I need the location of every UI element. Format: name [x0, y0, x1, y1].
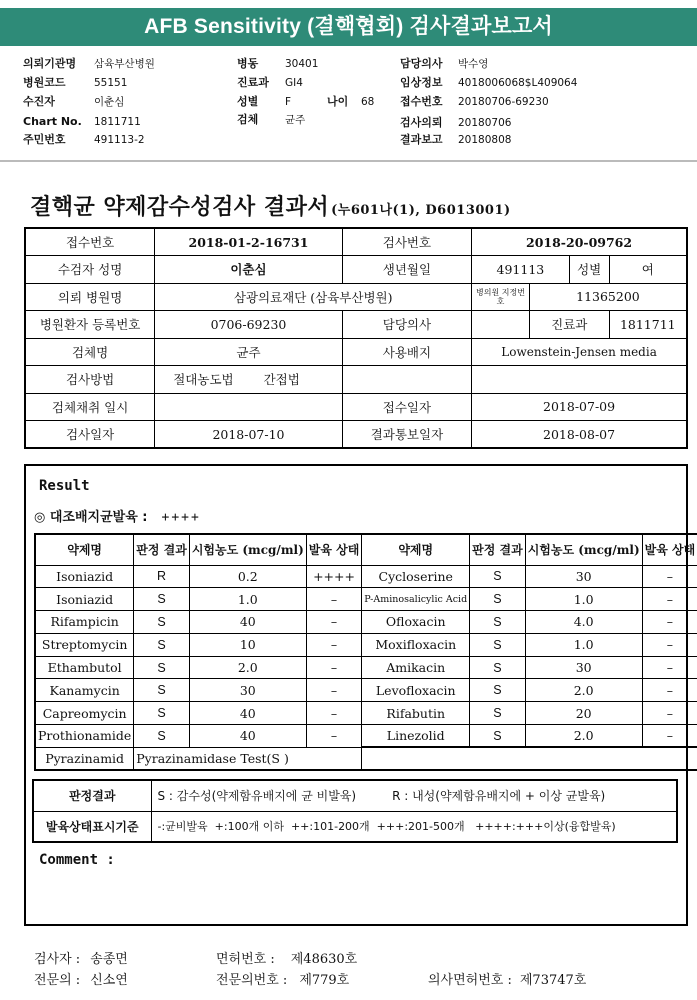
- table-row: [35, 611, 697, 634]
- cell-judge: S: [134, 611, 190, 634]
- cell-judge: S: [134, 656, 190, 679]
- info-doctor: 담당의사 박수영: [400, 57, 489, 70]
- cell-conc: 2.0: [525, 679, 642, 702]
- report-header-title: AFB Sensitivity (결핵협회) 검사결과보고서: [0, 8, 697, 46]
- cell-drug: P-Aminosalicylic Acid: [362, 588, 470, 611]
- cell-drug: Amikacin: [362, 656, 470, 679]
- cell-judge: S: [134, 588, 190, 611]
- form-row: 의뢰 병원명 삼광의료재단 (삼육부산병원) 병의원 지정번호 11365200: [25, 283, 687, 311]
- cell-growth: –: [642, 679, 697, 702]
- cell-conc: 2.0: [189, 656, 306, 679]
- cell-judge: S: [470, 633, 526, 656]
- section-divider: [0, 160, 697, 162]
- request-info: [0, 55, 697, 155]
- cell-judge: S: [134, 702, 190, 725]
- cell-growth: –: [306, 725, 362, 748]
- info-clinical: 임상정보 4018006068$L409064: [400, 76, 578, 89]
- legend-table: [32, 779, 678, 843]
- cell-drug: Prothionamide: [35, 725, 134, 748]
- control-culture-growth: ◎ 대조배지균발육 : ++++: [34, 510, 201, 525]
- cell-judge: S: [470, 702, 526, 725]
- cell-growth: –: [306, 702, 362, 725]
- cell-growth: –: [306, 656, 362, 679]
- cell-conc: 0.2: [189, 565, 306, 588]
- cell-growth: –: [642, 656, 697, 679]
- cell-drug: Moxifloxacin: [362, 633, 470, 656]
- form-row: 검체채취 일시 접수일자 2018-07-09: [25, 393, 687, 421]
- table-row: [35, 633, 697, 656]
- cell-drug: Rifampicin: [35, 611, 134, 634]
- specialist-license: 전문의번호 : 제779호: [216, 973, 350, 988]
- table-row: [35, 679, 697, 702]
- cell-conc: 10: [189, 633, 306, 656]
- info-hospital-code: 병원코드 55151: [23, 76, 128, 89]
- cell-judge: S: [470, 679, 526, 702]
- cell-conc: 30: [525, 565, 642, 588]
- info-request-date: 검사의뢰 20180706: [400, 116, 512, 129]
- info-hospital: 의뢰기관명 삼육부산병원: [23, 57, 155, 70]
- patient-form-table: [24, 227, 688, 449]
- info-patient: 수진자 이춘심: [23, 95, 125, 108]
- info-receipt-no: 접수번호 20180706-69230: [400, 95, 549, 108]
- info-chart-no: Chart No. 1811711: [23, 115, 141, 128]
- cell-growth: –: [642, 725, 697, 748]
- cell-drug: Kanamycin: [35, 679, 134, 702]
- cell-growth: –: [642, 588, 697, 611]
- table-row-pyrazinamid: Pyrazinamid Pyrazinamidase Test(S ): [35, 747, 697, 770]
- table-row: [35, 656, 697, 679]
- tester: 검사자 : 송종면: [34, 952, 128, 967]
- cell-drug: Capreomycin: [35, 702, 134, 725]
- cell-drug: Isoniazid: [35, 565, 134, 588]
- cell-growth: –: [306, 633, 362, 656]
- cell-conc: 2.0: [525, 725, 642, 748]
- legend-judge-row: 판정결과 S : 감수성(약제함유배지에 균 비발육) R : 내성(약제함유배지에 + 이상 균발육): [33, 780, 677, 811]
- cell-drug: Ofloxacin: [362, 611, 470, 634]
- table-header: 약제명 판정 결과 시험농도 (mcg/ml) 발육 상태 약제명 판정 결과 시험농도 (mcg/ml) 발육 상태: [35, 534, 697, 565]
- info-ward: 병동 30401: [237, 57, 319, 70]
- cell-growth: –: [642, 565, 697, 588]
- cell-judge: S: [470, 611, 526, 634]
- cell-drug: Linezolid: [362, 725, 470, 748]
- cell-judge: S: [470, 725, 526, 748]
- cell-judge: S: [470, 565, 526, 588]
- cell-judge: S: [134, 633, 190, 656]
- cell-judge: S: [134, 679, 190, 702]
- cell-growth: –: [306, 588, 362, 611]
- form-row: 접수번호 2018-01-2-16731 검사번호 2018-20-09762: [25, 228, 687, 256]
- susceptibility-table: [34, 533, 697, 771]
- cell-drug: Cycloserine: [362, 565, 470, 588]
- cell-judge: S: [134, 725, 190, 748]
- table-row: [35, 565, 697, 588]
- cell-conc: 40: [189, 725, 306, 748]
- table-row: [35, 588, 697, 611]
- form-row: 검사방법 절대농도법 간접법: [25, 366, 687, 394]
- cell-growth: –: [642, 633, 697, 656]
- info-dept: 진료과 GI4: [237, 76, 303, 89]
- cell-judge: R: [134, 565, 190, 588]
- result-section: [24, 464, 696, 926]
- cell-conc: 1.0: [525, 588, 642, 611]
- cell-conc: 1.0: [525, 633, 642, 656]
- table-row: [35, 725, 697, 748]
- cell-growth: –: [306, 611, 362, 634]
- cell-growth: –: [306, 679, 362, 702]
- comment-label: Comment :: [39, 852, 115, 868]
- info-sex: 성별 F 나이 68: [237, 95, 375, 108]
- cell-growth: –: [642, 702, 697, 725]
- cell-drug: Streptomycin: [35, 633, 134, 656]
- cell-conc: 20: [525, 702, 642, 725]
- cell-judge: S: [470, 656, 526, 679]
- cell-conc: 1.0: [189, 588, 306, 611]
- cell-drug: Isoniazid: [35, 588, 134, 611]
- report-form-code: (누601나(1), D6013001): [331, 203, 511, 218]
- cell-conc: 30: [189, 679, 306, 702]
- tester-license: 면허번호 : 제48630호: [216, 952, 358, 967]
- specialist: 전문의 : 신소연: [34, 973, 128, 988]
- cell-drug: Levofloxacin: [362, 679, 470, 702]
- info-specimen: 검체 균주: [237, 113, 306, 126]
- doctor-license: 의사면허번호 : 제73747호: [428, 973, 587, 988]
- form-row: 검체명 균주 사용배지 Lowenstein-Jensen media: [25, 338, 687, 366]
- table-row: [35, 702, 697, 725]
- cell-growth: ++++: [306, 565, 362, 588]
- cell-drug: Rifabutin: [362, 702, 470, 725]
- legend-growth-row: 발육상태표시기준 -:균비발육 +:100개 이하 ++:101-200개 +++:201-500개 ++++:+++이상(융합발육): [33, 811, 677, 842]
- cell-conc: 4.0: [525, 611, 642, 634]
- cell-conc: 30: [525, 656, 642, 679]
- form-row: 수검자 성명 이춘심 생년월일 491113 성별 여: [25, 256, 687, 284]
- info-report-date: 결과보고 20180808: [400, 133, 512, 146]
- cell-drug: Ethambutol: [35, 656, 134, 679]
- form-row: 검사일자 2018-07-10 결과통보일자 2018-08-07: [25, 421, 687, 449]
- cell-conc: 40: [189, 702, 306, 725]
- cell-judge: S: [470, 588, 526, 611]
- report-title: 결핵균 약제감수성검사 결과서 (누601나(1), D6013001): [30, 194, 511, 220]
- form-row: 병원환자 등록번호 0706-69230 담당의사 진료과 1811711: [25, 311, 687, 339]
- cell-conc: 40: [189, 611, 306, 634]
- info-rrn: 주민번호 491113-2: [23, 133, 145, 146]
- cell-growth: –: [642, 611, 697, 634]
- result-label: Result: [39, 478, 90, 494]
